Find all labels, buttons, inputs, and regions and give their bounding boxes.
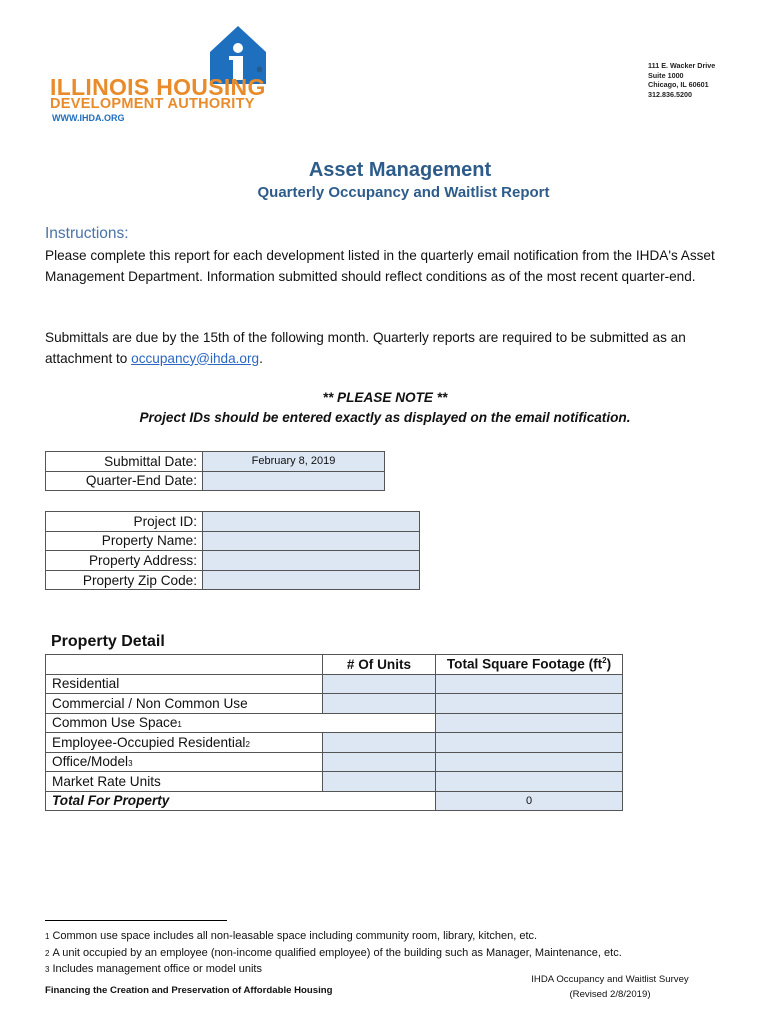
footnote-1 [45,930,537,942]
submittal-date-label: Submittal Date: [46,452,203,472]
common-use-label [46,713,436,733]
footnote-ref: 3 [128,759,133,769]
property-name-label: Property Name: [46,531,203,551]
footnote-2 [45,947,622,959]
office-model-units-field[interactable] [323,752,436,772]
sqft-header-sup: 2 [602,656,607,666]
residential-sqft-field[interactable] [436,674,623,694]
property-address-label: Property Address: [46,551,203,571]
property-zip-field[interactable] [203,570,420,590]
office-model-label [46,752,323,772]
market-rate-label: Market Rate Units [46,772,323,792]
sqft-header-text: Total Square Footage (ft [446,657,603,673]
total-label: Total For Property [46,791,436,811]
address-line: Chicago, IL 60601 [648,80,709,90]
property-address-field[interactable] [203,551,420,571]
footer-form-info [520,972,700,1002]
residential-units-field[interactable] [323,674,436,694]
residential-label: Residential [46,674,323,694]
please-note-heading: ** PLEASE NOTE ** [322,390,448,405]
registered-mark: ® [257,67,263,74]
quarter-end-date-label: Quarter-End Date: [46,471,203,491]
office-model-sqft-field[interactable] [436,752,623,772]
instructions-paragraph-2 [45,328,725,369]
market-rate-units-field[interactable] [323,772,436,792]
employee-occupied-units-field[interactable] [323,733,436,753]
please-note-text: Project IDs should be entered exactly as displayed on the email notification. [139,410,631,425]
address-line: 111 E. Wacker Drive [648,61,716,70]
submittal-date-field[interactable]: February 8, 2019 [203,452,385,472]
common-use-label-text: Common Use Space [52,715,178,731]
total-sqft-value: 0 [436,791,623,811]
sqft-header-close: ) [606,657,612,673]
sqft-column-header [436,655,623,675]
website-link[interactable]: WWW.IHDA.ORG [52,113,125,123]
logo-text-line1: ILLINOIS HOUSING [50,74,266,100]
footnote-number: 3 [45,965,50,974]
instructions-paragraph-2-end: . [259,350,263,366]
project-id-label: Project ID: [46,512,203,532]
footnote-number: 1 [45,932,50,941]
footer-revision: (Revised 2/8/2019) [569,989,651,1000]
page-subtitle: Quarterly Occupancy and Waitlist Report [257,184,550,201]
footnote-text: A unit occupied by an employee (non-income qualified employee) of the building such as Manager, Maintenance, etc. [52,947,622,959]
instructions-paragraph-1: Please complete this report for each development listed in the quarterly email notification from the IHDA's Asset Management Department. Information submitted should reflect conditions as of the most recent quarter-end. [45,248,715,284]
footnote-3 [45,963,262,975]
footnote-divider [45,920,227,921]
instructions-paragraph-2-text: Submittals are due by the 15th of the following month. Quarterly reports are required to be submitted as an attachment to [45,330,686,366]
market-rate-sqft-field[interactable] [436,772,623,792]
office-model-label-text: Office/Model [52,754,129,770]
row-label-header [46,655,323,675]
project-id-field[interactable] [203,512,420,532]
page-title: Asset Management [308,159,492,181]
footnote-ref: 2 [245,739,250,749]
project-table [45,511,420,590]
address-line: 312.836.5200 [648,89,692,99]
commercial-sqft-field[interactable] [436,694,623,714]
commercial-units-field[interactable] [323,694,436,714]
footnote-ref: 1 [177,720,182,730]
commercial-label: Commercial / Non Common Use [46,694,323,714]
footnote-text: Includes management office or model units [52,963,262,975]
units-column-header: # Of Units [323,655,436,675]
dates-table [45,451,385,491]
quarter-end-date-field[interactable] [203,471,385,491]
property-name-field[interactable] [203,531,420,551]
property-zip-label: Property Zip Code: [46,570,203,590]
address-block [648,61,715,99]
footnote-text: Common use space includes all non-leasable space including community room, library, kitchen, etc. [52,930,538,942]
occupancy-email-link[interactable]: occupancy@ihda.org [131,350,260,366]
logo-text-line2: DEVELOPMENT AUTHORITY [50,96,255,112]
employee-occupied-sqft-field[interactable] [436,733,623,753]
employee-occupied-label [46,733,323,753]
common-use-sqft-field[interactable] [436,713,623,733]
address-line: Suite 1000 [648,70,684,80]
property-detail-table [45,654,623,811]
employee-occupied-label-text: Employee-Occupied Residential [52,734,246,750]
footnote-number: 2 [45,949,50,958]
instructions-heading: Instructions: [45,225,129,242]
property-detail-heading: Property Detail [51,633,165,650]
footer-tagline: Financing the Creation and Preservation of Affordable Housing [45,985,333,996]
footer-form-name: IHDA Occupancy and Waitlist Survey [531,974,689,985]
